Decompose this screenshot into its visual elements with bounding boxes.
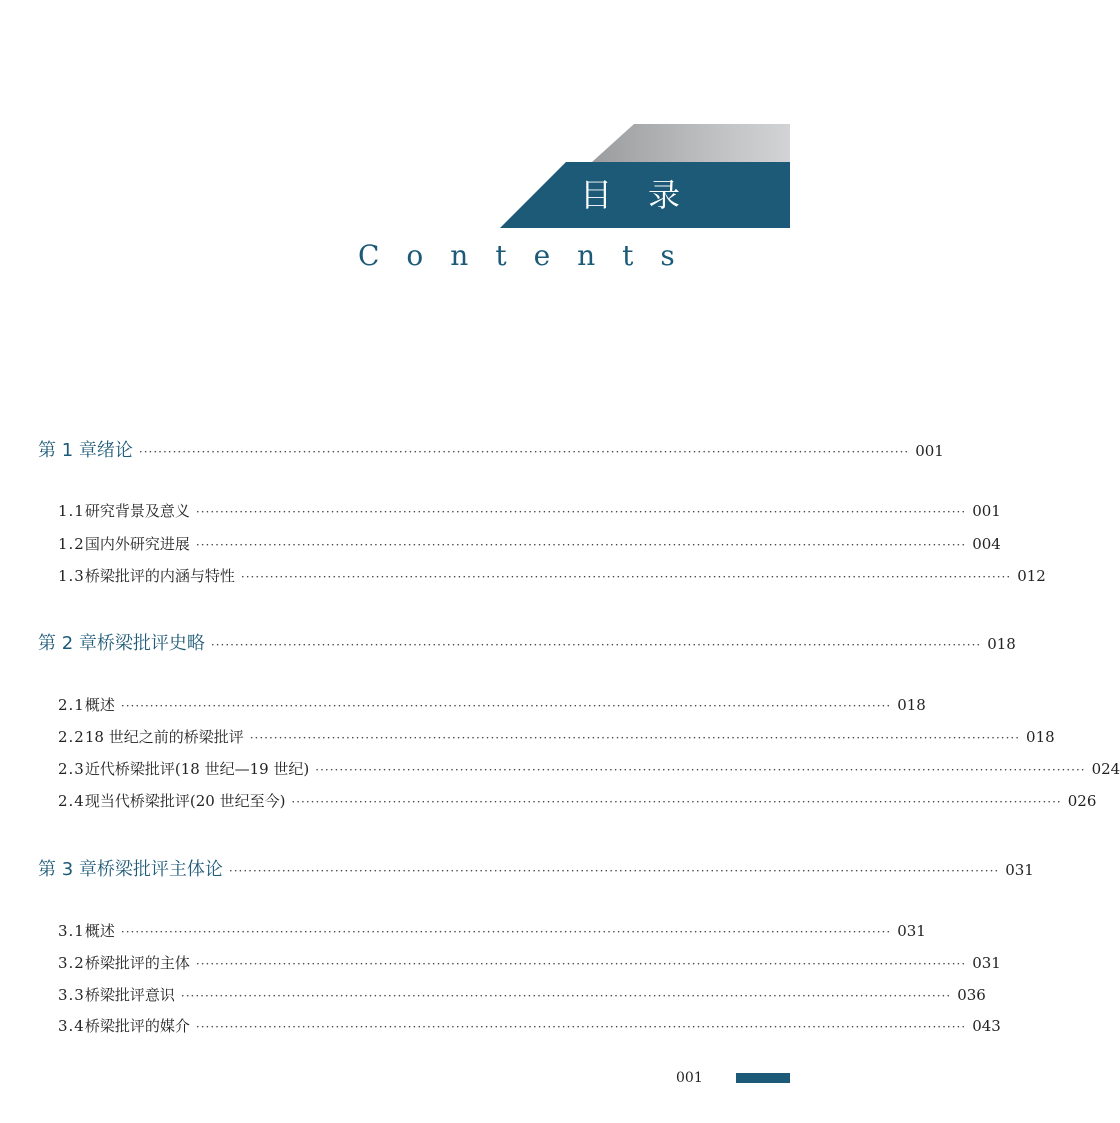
toc-section-entry[interactable]	[58, 726, 1055, 747]
dot-leader: ································································································································································	[195, 1020, 967, 1034]
footer-page-number: 001	[676, 1070, 703, 1086]
section-title: 桥梁批评的主体	[84, 954, 190, 972]
section-number: 2.2	[58, 728, 85, 746]
toc-section-entry[interactable]	[58, 533, 1001, 554]
page-number: 036	[957, 986, 986, 1004]
section-title: 现当代桥梁批评(20 世纪至今)	[84, 792, 286, 810]
section-title: 概述	[84, 922, 115, 940]
page-number: 031	[897, 922, 926, 940]
section-title: 近代桥梁批评(18 世纪—19 世纪)	[84, 760, 310, 778]
page-number: 001	[915, 442, 944, 460]
toc-chapter-entry[interactable]	[38, 436, 944, 462]
page-number: 026	[1067, 792, 1097, 810]
toc-section-entry[interactable]	[58, 984, 986, 1005]
page-number: 004	[972, 535, 1001, 553]
dot-leader: ································································································································································	[138, 445, 910, 459]
toc-section-entry[interactable]	[58, 500, 1001, 521]
toc-section-entry[interactable]	[58, 565, 1046, 586]
section-title: 研究背景及意义	[84, 502, 190, 520]
section-number: 1.3	[58, 567, 85, 585]
page-number: 018	[897, 696, 926, 714]
section-title: 桥梁批评的媒介	[84, 1017, 190, 1035]
section-number: 1.2	[58, 535, 85, 553]
page-title-english: Contents	[358, 239, 702, 272]
toc-section-entry[interactable]	[58, 952, 1001, 973]
chapter-title: 绪论	[96, 440, 133, 461]
header-banner-gray	[592, 124, 790, 162]
dot-leader: ································································································································································	[180, 989, 952, 1003]
chapter-number: 第 2 章	[38, 633, 97, 654]
section-number: 2.3	[58, 760, 85, 778]
toc-section-entry[interactable]	[58, 790, 1097, 811]
dot-leader: ································································································································································	[195, 505, 967, 519]
section-number: 2.4	[58, 792, 85, 810]
section-number: 3.1	[58, 922, 85, 940]
section-title: 国内外研究进展	[84, 535, 190, 553]
page-number: 018	[987, 635, 1016, 653]
dot-leader: ································································································································································	[210, 638, 982, 652]
toc-section-entry[interactable]	[58, 694, 926, 715]
section-number: 3.2	[58, 954, 85, 972]
dot-leader: ································································································································································	[195, 538, 967, 552]
section-title: 概述	[84, 696, 115, 714]
section-title: 桥梁批评的内涵与特性	[84, 567, 235, 585]
toc-chapter-entry[interactable]	[38, 855, 1034, 881]
dot-leader: ································································································································································	[240, 570, 1012, 584]
dot-leader: ································································································································································	[315, 763, 1086, 777]
toc-section-entry[interactable]	[58, 1015, 1001, 1036]
section-number: 1.1	[58, 502, 85, 520]
dot-leader: ································································································································································	[195, 957, 967, 971]
section-title: 18 世纪之前的桥梁批评	[84, 728, 244, 746]
dot-leader: ································································································································································	[249, 731, 1021, 745]
toc-section-entry[interactable]	[58, 920, 926, 941]
toc-section-entry[interactable]	[58, 758, 1120, 779]
dot-leader: ································································································································································	[228, 864, 1000, 878]
page-number: 031	[1005, 861, 1034, 879]
dot-leader: ································································································································································	[291, 795, 1062, 809]
footer-accent-bar	[736, 1073, 790, 1083]
page-title-chinese: 目录	[580, 176, 717, 214]
section-number: 3.4	[58, 1017, 85, 1035]
page-number: 018	[1026, 728, 1055, 746]
page-number: 012	[1017, 567, 1046, 585]
chapter-title: 桥梁批评史略	[96, 633, 205, 654]
chapter-title: 桥梁批评主体论	[96, 859, 223, 880]
dot-leader: ································································································································································	[120, 925, 892, 939]
page-number: 043	[972, 1017, 1001, 1035]
page-number: 024	[1091, 760, 1120, 778]
section-number: 2.1	[58, 696, 85, 714]
section-title: 桥梁批评意识	[84, 986, 175, 1004]
toc-chapter-entry[interactable]	[38, 629, 1016, 655]
page-number: 031	[972, 954, 1001, 972]
dot-leader: ································································································································································	[120, 699, 892, 713]
section-number: 3.3	[58, 986, 85, 1004]
chapter-number: 第 1 章	[38, 440, 97, 461]
chapter-number: 第 3 章	[38, 859, 97, 880]
page-number: 001	[972, 502, 1001, 520]
